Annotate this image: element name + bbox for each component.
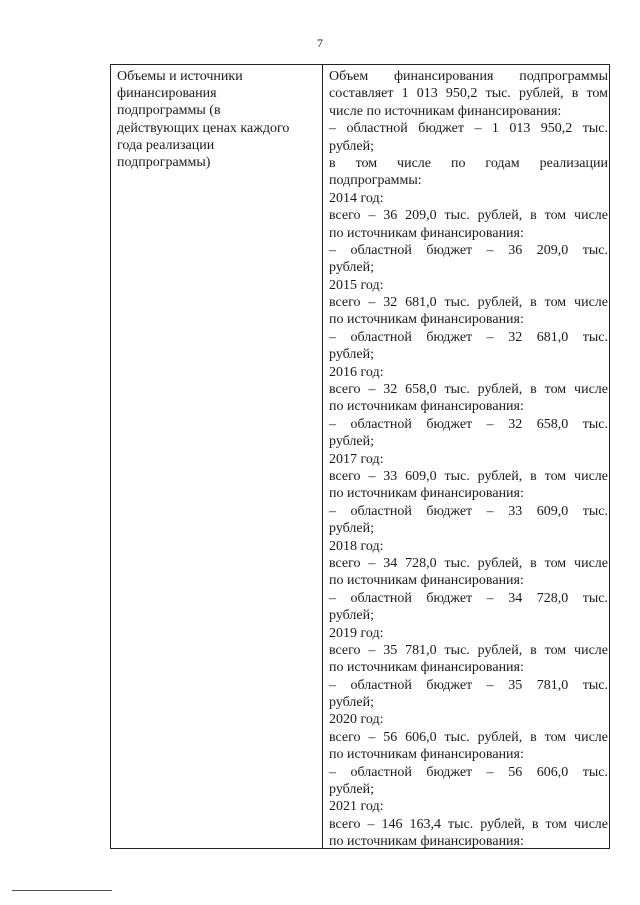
value-line: – областной бюджет – 33 609,0 тыс. xyxy=(329,503,608,519)
value-line: – областной бюджет – 36 209,0 тыс. xyxy=(329,242,608,258)
value-line: всего – 36 209,0 тыс. рублей, в том числе xyxy=(329,208,608,224)
footnote-rule xyxy=(12,890,112,891)
value-line: всего – 146 163,4 тыс. рублей, в том числе xyxy=(329,816,608,832)
value-line: 2019 год: xyxy=(329,625,384,641)
value-line: подпрограммы: xyxy=(329,173,422,189)
label-cell xyxy=(117,68,315,171)
label-line: подпрограммы (в xyxy=(117,103,221,119)
value-line: всего – 33 609,0 тыс. рублей, в том числе xyxy=(329,468,608,484)
value-line: рублей; xyxy=(329,138,374,154)
value-line: 2016 год: xyxy=(329,364,384,380)
value-line: – областной бюджет – 34 728,0 тыс. xyxy=(329,590,608,606)
value-line: 2020 год: xyxy=(329,712,384,728)
value-line: всего – 56 606,0 тыс. рублей, в том числе xyxy=(329,729,608,745)
value-line: всего – 32 658,0 тыс. рублей, в том числе xyxy=(329,382,608,398)
value-line: 2021 год: xyxy=(329,799,384,815)
value-cell xyxy=(329,68,608,851)
value-line: по источникам финансирования: xyxy=(329,573,524,589)
value-line: рублей; xyxy=(329,608,374,624)
value-line: числе по источникам финансирования: xyxy=(329,103,562,119)
value-line: всего – 35 781,0 тыс. рублей, в том числе xyxy=(329,642,608,658)
financing-table xyxy=(110,64,610,849)
value-line: рублей; xyxy=(329,347,374,363)
value-line: по источникам финансирования: xyxy=(329,486,524,502)
label-line: финансирования xyxy=(117,86,217,102)
value-line: 2015 год: xyxy=(329,277,384,293)
value-line: Объем финансирования подпрограммы xyxy=(329,69,608,84)
value-line: рублей; xyxy=(329,782,374,798)
value-line: по источникам финансирования: xyxy=(329,399,524,415)
value-line: – областной бюджет – 56 606,0 тыс. xyxy=(329,764,608,780)
value-line: в том числе по годам реализации xyxy=(329,155,608,171)
value-line: по источникам финансирования: xyxy=(329,312,524,328)
value-line: – областной бюджет – 32 681,0 тыс. xyxy=(329,329,608,345)
value-line: рублей; xyxy=(329,521,374,537)
column-divider xyxy=(322,65,323,848)
value-line: по источникам финансирования: xyxy=(329,225,524,241)
value-line: 2017 год: xyxy=(329,451,384,467)
value-line: – областной бюджет – 32 658,0 тыс. xyxy=(329,416,608,432)
value-line: – областной бюджет – 35 781,0 тыс. xyxy=(329,677,608,693)
value-line: составляет 1 013 950,2 тыс. рублей, в том xyxy=(329,86,608,102)
value-line: рублей; xyxy=(329,260,374,276)
value-line: всего – 32 681,0 тыс. рублей, в том числе xyxy=(329,295,608,311)
label-line: Объемы и источники xyxy=(117,69,243,84)
value-line: рублей; xyxy=(329,434,374,450)
value-line: всего – 34 728,0 тыс. рублей, в том числе xyxy=(329,555,608,571)
value-line: по источникам финансирования: xyxy=(329,660,524,676)
label-line: подпрограммы) xyxy=(117,155,211,171)
value-line: – областной бюджет – 1 013 950,2 тыс. xyxy=(329,121,608,137)
value-line: 2014 год: xyxy=(329,190,384,206)
value-line: по источникам финансирования: xyxy=(329,834,524,850)
value-line: рублей; xyxy=(329,695,374,711)
label-line: года реализации xyxy=(117,137,215,153)
page-number: 7 xyxy=(317,36,323,50)
value-line: 2018 год: xyxy=(329,538,384,554)
value-line: по источникам финансирования: xyxy=(329,747,524,763)
label-line: действующих ценах каждого xyxy=(117,120,290,136)
